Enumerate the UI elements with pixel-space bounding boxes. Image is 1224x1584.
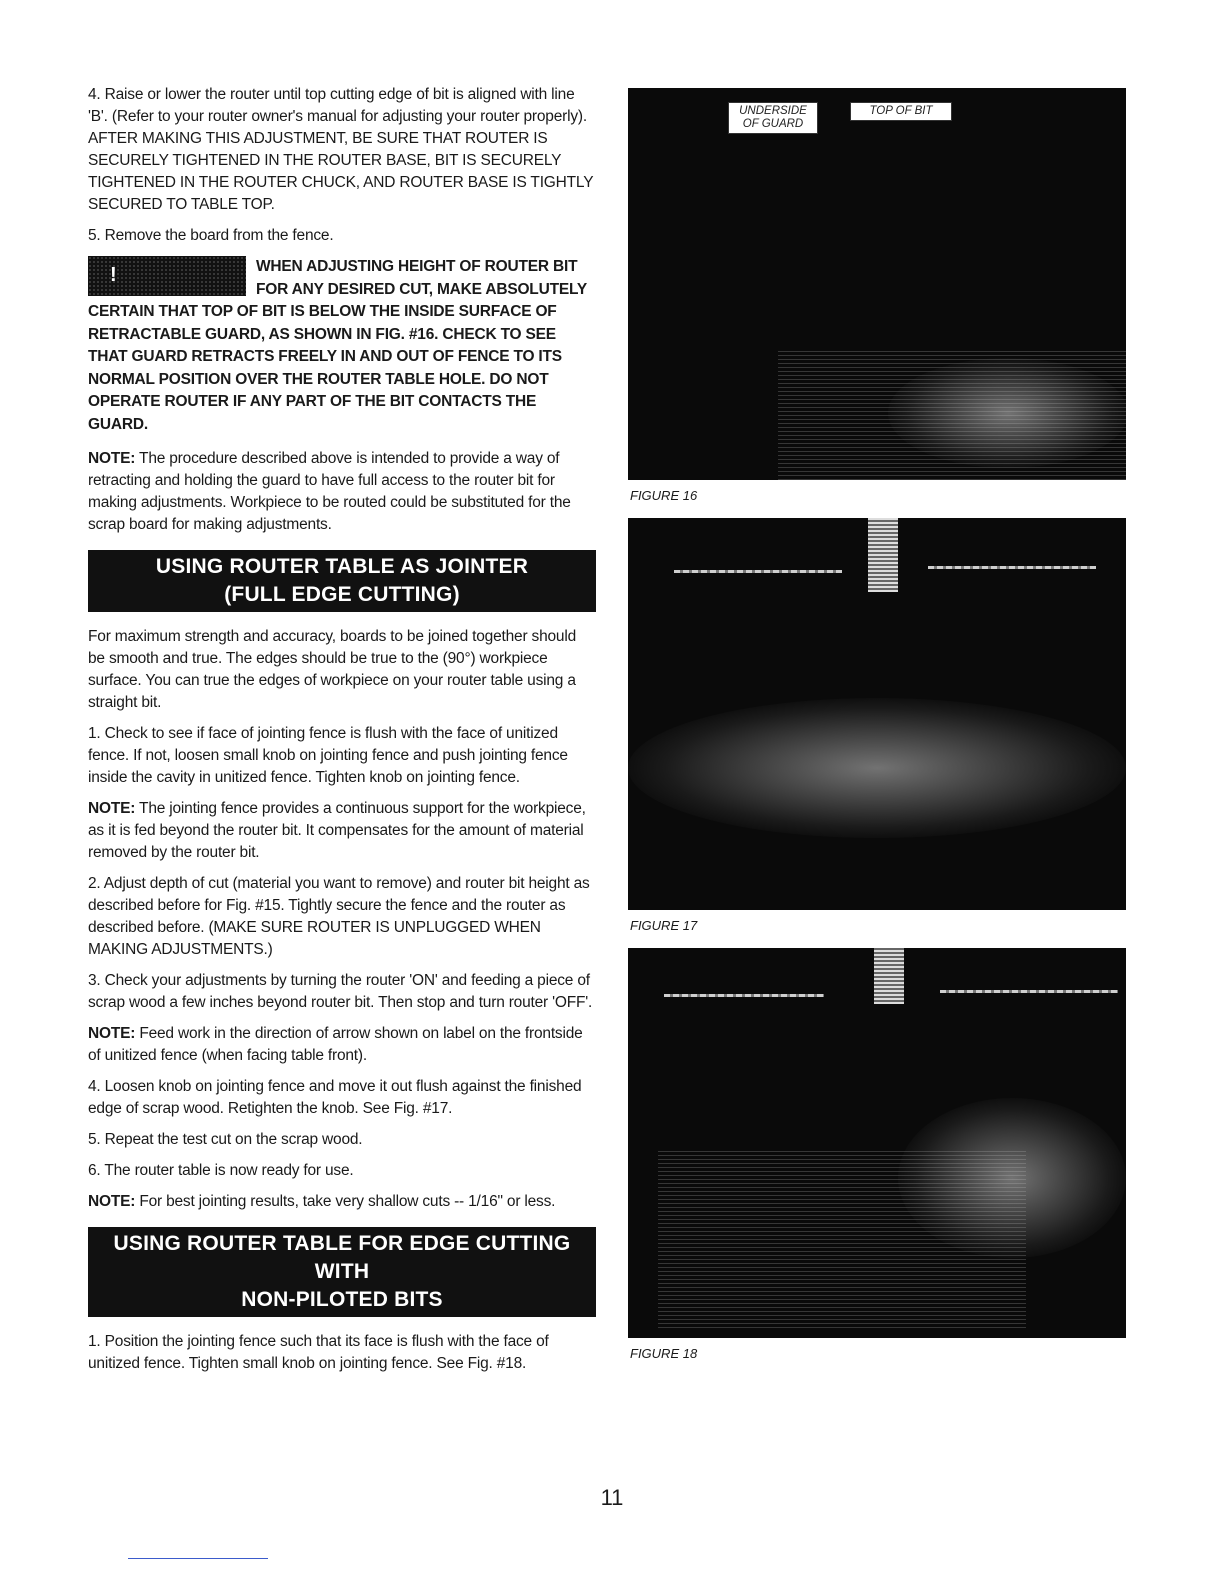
note-label: NOTE: (88, 1193, 136, 1210)
heading-line-2: NON-PILOTED BITS (241, 1288, 443, 1311)
section-heading-edge-cutting (88, 1227, 596, 1317)
fence-line-left (674, 570, 842, 573)
warning-block (88, 256, 596, 436)
note-label: NOTE: (88, 800, 136, 817)
router-table-highlight (888, 358, 1126, 468)
router-bit (868, 518, 898, 592)
hand-pushing-workpiece (898, 1098, 1126, 1258)
note-text: The jointing fence provides a continuous support for the workpiece, as it is fed beyond the router bit. It compensates for the amount of material removed by the router bit. (88, 800, 586, 861)
figure-17-photo (628, 518, 1126, 910)
footer-rule (128, 1558, 268, 1559)
router-bit (874, 948, 904, 1004)
heading-line-2: (FULL EDGE CUTTING) (224, 583, 460, 606)
fence-line-right (928, 566, 1096, 569)
heading-line-1: USING ROUTER TABLE AS JOINTER (155, 555, 529, 578)
jointer-step-3: 3. Check your adjustments by turning the router 'ON' and feeding a piece of scrap wood a few inches beyond router bit. Then stop and turn router 'OFF'. (88, 972, 593, 1011)
jointer-intro: For maximum strength and accuracy, boards to be joined together should be smooth and true. The edges should be true to the (90°) workpiece surface. You can true the edges of workpiece on your router table using a straight bit. (88, 628, 577, 711)
figures-column (628, 88, 1128, 1366)
note-text: Feed work in the direction of arrow shown on label on the frontside of unitized fence (when facing table front). (88, 1025, 583, 1064)
jointer-step-5: 5. Repeat the test cut on the scrap wood. (88, 1131, 363, 1148)
label-top-of-bit: TOP OF BIT (850, 102, 952, 121)
note-1 (88, 448, 596, 536)
figure-16-caption: FIGURE 16 (630, 488, 698, 503)
label-underside-of-guard: UNDERSIDE OF GUARD (728, 102, 818, 134)
note-label: NOTE: (88, 450, 136, 467)
figure-18-caption: FIGURE 18 (630, 1346, 698, 1361)
jointer-step-4: 4. Loosen knob on jointing fence and move it out flush against the finished edge of scrap wood. Retighten the knob. See Fig. #17. (88, 1078, 582, 1117)
figure-16-photo (628, 88, 1126, 480)
fence-line-left (664, 994, 824, 997)
note-text: The procedure described above is intended to provide a way of retracting and holding the guard to have full access to the router bit for making adjustments. Workpiece to be routed could be substituted for the scrap board for making adjustments. (88, 450, 571, 533)
heading-line-1: USING ROUTER TABLE FOR EDGE CUTTING WITH (113, 1232, 571, 1283)
section-heading-jointer (88, 550, 596, 612)
jointer-step-6: 6. The router table is now ready for use. (88, 1162, 354, 1179)
workpiece-highlight (628, 698, 1126, 838)
warning-text: WHEN ADJUSTING HEIGHT OF ROUTER BIT FOR ANY DESIRED CUT, MAKE ABSOLUTELY CERTAIN THAT TOP OF BIT IS BELOW THE INSIDE SURFACE OF RETRACTABLE GUARD, AS SHOWN IN FIG. #16. CHECK TO SEE THAT GUARD RETRACTS FREELY IN AND OUT OF FENCE TO ITS NORMAL POSITION OVER THE ROUTER TABLE HOLE. DO NOT OPERATE ROUTER IF ANY PART OF THE BIT CONTACTS THE GUARD. (88, 258, 587, 433)
step-5-text: 5. Remove the board from the fence. (88, 227, 334, 244)
note-text: For best jointing results, take very shallow cuts -- 1/16" or less. (135, 1193, 556, 1210)
jointer-step-1: 1. Check to see if face of jointing fence is flush with the face of unitized fence. If not, loosen small knob on jointing fence and push jointing fence inside the cavity in unitized fence. Tighten knob on jointing fence. (88, 725, 568, 786)
note-label: NOTE: (88, 1025, 136, 1042)
note-3 (88, 1023, 596, 1067)
fence-line-right (940, 990, 1118, 993)
warning-icon: ! (88, 256, 246, 296)
left-column (88, 84, 596, 1384)
note-2 (88, 798, 596, 864)
step-4-text: 4. Raise or lower the router until top cutting edge of bit is aligned with line 'B'. (Refer to your router owner's manual for adjusting your router properly). AFTER MAKING THIS ADJUSTMENT, BE SURE THAT ROUTER IS SECURELY TIGHTENED IN THE ROUTER BASE, BIT IS SECURELY TIGHTENED IN THE ROUTER CHUCK, AND ROUTER BASE IS TIGHTLY SECURED TO TABLE TOP. (88, 86, 594, 213)
figure-17-caption: FIGURE 17 (630, 918, 698, 933)
edge-step-1: 1. Position the jointing fence such that its face is flush with the face of unitized fence. Tighten small knob on jointing fence. See Fig. #18. (88, 1333, 549, 1372)
figure-18-photo (628, 948, 1126, 1338)
jointer-step-2: 2. Adjust depth of cut (material you want to remove) and router bit height as described before for Fig. #15. Tightly secure the fence and the router as described before. (MAKE SURE ROUTER IS UNPLUGGED WHEN MAKING ADJUSTMENTS.) (88, 875, 590, 958)
note-4 (88, 1191, 596, 1213)
page-number: 11 (600, 1485, 624, 1510)
